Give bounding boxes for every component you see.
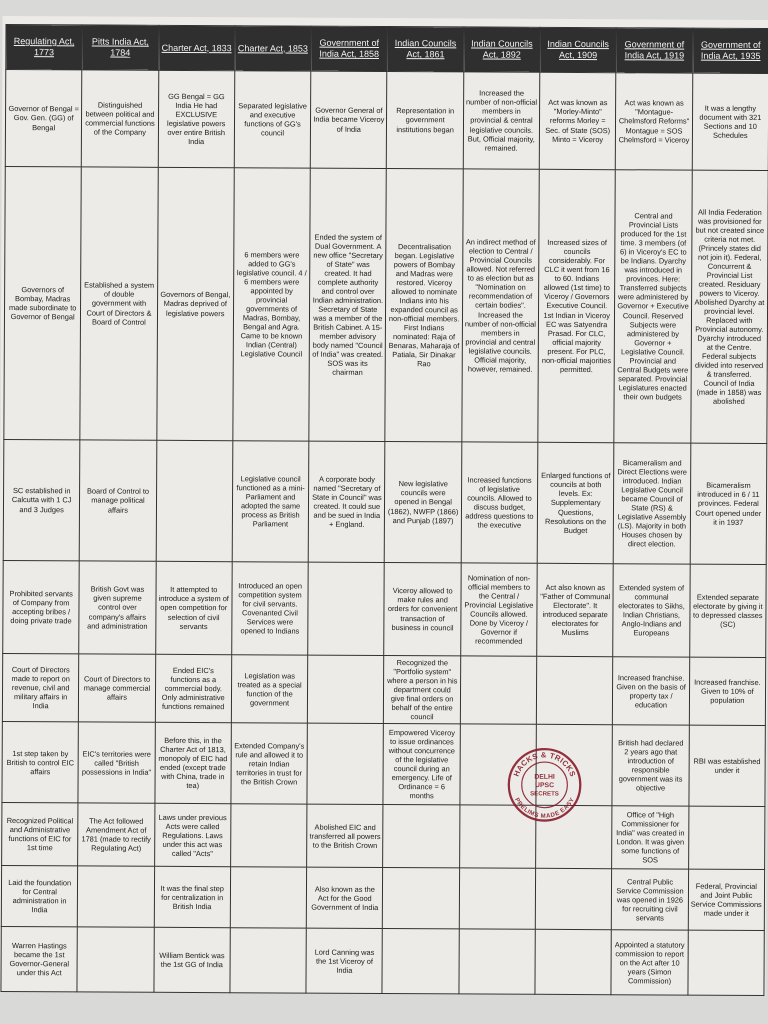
table-row xyxy=(1,927,764,996)
stamp-line-delhi: DELHI xyxy=(534,773,555,781)
table-cell: 6 members were added to GG's legislative council. 4 / 6 members were appointed by provincial governments of Madras, Bombay, Bengal and Agra. Came to be known Indian (Central) Legislative Council xyxy=(233,168,311,441)
table-cell: Extended system of communal electorates to Sikhs, Indian Christians, Anglo-Indians and Europeans xyxy=(613,564,690,657)
header-goi-act-1935: Government of India Act, 1935 xyxy=(692,28,768,73)
header-charter-act-1853: Charter Act, 1853 xyxy=(235,26,312,71)
table-cell: Established a system of double government with Court of Directors & Board of Control xyxy=(80,167,158,440)
table-cell xyxy=(156,440,233,561)
table-cell: Increased the number of non-official members in provincial & central legislative councils. But, Official majority, remained. xyxy=(463,72,540,169)
table-cell xyxy=(383,805,460,868)
table-cell: Ended the system of Dual Government. A new office "Secretary of State" was created. It had complete authority and control over Indian administration. Secretary of State was a member of the British Cabinet. A 15-member advisory body named "Council of India" was created. SOS was its chairman xyxy=(309,168,387,441)
table-cell: Court of Directors to manage commercial affairs xyxy=(79,654,156,723)
table-row xyxy=(4,167,768,444)
table-cell xyxy=(460,724,537,805)
header-goi-act-1858: Government of India Act, 1858 xyxy=(311,26,388,71)
table-cell: It was the final step for centralization in British India xyxy=(154,867,231,928)
table-cell xyxy=(459,929,536,994)
table-cell: Bicameralism introduced in 6 / 11 provinces. Federal Court opened under it in 1937 xyxy=(690,443,767,564)
table-cell: Legislation was treated as a special function of the government xyxy=(231,655,308,724)
header-goi-act-1919: Government of India Act, 1919 xyxy=(616,28,693,73)
table-cell xyxy=(77,927,154,992)
table-row xyxy=(3,440,767,565)
table-cell xyxy=(459,805,536,868)
table-row xyxy=(3,561,766,658)
table-cell: SC established in Calcutta with 1 CJ and 3 Judges xyxy=(3,440,80,561)
table-cell: Also known as the Act for the Good Government of India xyxy=(306,867,383,928)
table-cell xyxy=(535,869,612,930)
table-cell xyxy=(230,928,307,993)
table-cell: Bicameralism and Direct Elections were introduced. Indian Legislative Council became Council of State (RS) & Legislative Assembly (LS). Majority in both Houses chosen by direct election. xyxy=(614,443,691,564)
table-cell: Ended EIC's functions as a commercial body. Only administrative functions remained xyxy=(155,654,232,723)
table-row xyxy=(2,803,765,870)
table-cell: Legislative council functioned as a mini-Parliament and adopted the same process as British Parliament xyxy=(232,441,309,562)
stamp-line-upsc: UPSC xyxy=(535,782,555,790)
table-cell xyxy=(382,929,459,994)
stamp-bottom-text: PRELIMS MADE EASY xyxy=(513,796,576,820)
table-cell: Prohibited servants of Company from accepting bribes / doing private trade xyxy=(3,561,80,654)
table-cell: RBI was established under it xyxy=(689,725,766,806)
table-cell: Increased franchise. Given on the basis of property tax / education xyxy=(613,657,690,726)
table-cell xyxy=(308,562,385,655)
table-cell: Decentralisation began. Legislative powers of Bombay and Madras were restored. Viceroy allowed to nominate Indians into his expanded council as non-official members. First Indians nominated: Raja of Benaras, Maharaja of Patiala, Sir Dinakar Rao xyxy=(385,169,463,442)
table-cell: Act was known as "Montague-Chelmsford Reforms" Montague = SOS Chelmsford = Viceroy xyxy=(616,73,693,170)
table-cell: A corporate body named "Secretary of State in Council" was created. It could sue and be sued in India + England. xyxy=(308,441,385,562)
table-cell: Increased functions of legislative councils. Allowed to discuss budget, address questions to the executive xyxy=(461,442,538,563)
header-row xyxy=(6,25,768,74)
table-row xyxy=(5,70,768,171)
header-councils-act-1892: Indian Councils Act, 1892 xyxy=(464,27,541,72)
table-cell: Appointed a statutory commission to report on the Act after 10 years (Simon Commission) xyxy=(611,930,688,995)
table-cell: Abolished EIC and transferred all powers to the British Crown xyxy=(307,804,384,867)
table-cell: Lord Canning was the 1st Viceroy of India xyxy=(306,928,383,993)
table-cell: Empowered Viceroy to issue ordinances without concurrence of the legislative council during an emergency. Life of Ordinance = 6 months xyxy=(383,724,460,805)
table-row xyxy=(1,866,764,931)
table-cell xyxy=(230,804,307,867)
table-cell: All India Federation was provisioned for but not created since criteria not met. (Princely states did not join it). Federal, Concurrent & Provincial List created. Residuary powers to Viceroy. Abolished Dyarchy at provincial level. Replaced with Provincial autonomy. Dyarchy introduced at the Centre. Federal subjects divided into reserved & transferred. Council of India (made in 1858) was abolished xyxy=(691,170,768,443)
table-cell: Warren Hastings became the 1st Governor-General under this Act xyxy=(1,927,78,992)
table-cell: Before this, in the Charter Act of 1813, monopoly of EIC had ended (except trade with China, trade in tea) xyxy=(155,723,232,804)
table-cell: It was a lengthy document with 321 Sections and 10 Schedules xyxy=(692,73,768,170)
table-row xyxy=(2,722,765,807)
table-cell: The Act followed Amendment Act of 1781 (made to rectify Regulating Act) xyxy=(78,803,155,866)
table-cell: Central and Provincial Lists produced for the 1st time. 3 members (of 6) in Viceroy's EC to be Indians. Dyarchy was introduced in provinces. Here: Transferred subjects were administered by Governor + Executive Council. Reserved Subjects were administered by Governor + Legislative Council. Provincial and Central Budgets were separated. Provincial Legislatures enacted their own budgets xyxy=(614,170,692,443)
table-cell: An indirect method of election to Central / Provincial Councils allowed. Not referred to as election but as "Nomination on recommendation of certain bodies". Increased the number of non-official members in provincial and central legislative councils. Official majority, however, remained. xyxy=(462,169,540,442)
table-cell xyxy=(536,725,613,806)
table-cell: British Govt was given supreme control over company's affairs and administration xyxy=(79,561,156,654)
table-cell: Nomination of non-official members to the Central / Provincial Legislative Councils allowed. Done by Viceroy / Governor if recommended xyxy=(460,563,537,656)
table-cell: New legislative councils were opened in Bengal (1862), NWFP (1866) and Punjab (1897) xyxy=(385,442,462,563)
table-cell: Recognized the "Portfolio system" where a person in his department could give final orders on behalf of the entire council xyxy=(384,656,461,725)
acts-comparison-table xyxy=(0,24,768,996)
table-cell: Governors of Bengal, Madras deprived of legislative powers xyxy=(156,167,234,440)
table-cell xyxy=(460,656,537,725)
table-cell xyxy=(307,723,384,804)
document-sheet xyxy=(0,16,768,996)
table-cell: Act also known as "Father of Communal Electorate". It introduced separate electorates for Muslims xyxy=(537,563,614,656)
stamp-line-secrets: SECRETS xyxy=(530,790,559,798)
table-cell: Laws under previous Acts were called Regulations. Laws under this act was called "Acts" xyxy=(154,804,231,867)
table-cell: Introduced an open competition system for civil servants. Covenanted Civil Services were opened to Indians xyxy=(232,562,309,655)
table-cell xyxy=(536,656,613,725)
table-cell: Increased franchise. Given to 10% of population xyxy=(689,657,766,726)
table-cell: Distinguished between political and commercial functions of the Company xyxy=(82,70,159,167)
table-cell xyxy=(536,806,613,869)
table-cell xyxy=(383,868,460,929)
stamp-top-text: HACKS & TRICKS xyxy=(511,750,578,779)
table-cell xyxy=(78,866,155,927)
table-cell: Governor General of India became Viceroy of India xyxy=(310,71,387,168)
table-cell: British had declared 2 years ago that introduction of responsible government was its objective xyxy=(612,725,689,806)
table-cell: Laid the foundation for Central administration in India xyxy=(1,866,78,927)
table-cell: Act was known as "Morley-Minto" reforms Morley = Sec. of State (SOS) Minto = Viceroy xyxy=(539,72,616,169)
table-cell xyxy=(308,655,385,724)
table-cell: Separated legislative and executive functions of GG's council xyxy=(234,71,311,168)
header-councils-act-1909: Indian Councils Act, 1909 xyxy=(540,27,617,72)
table-row xyxy=(2,654,765,726)
table-cell: Enlarged functions of councils at both levels. Ex: Supplementary Questions, Resolutions on the Budget xyxy=(537,442,614,563)
table-cell: Governor of Bengal = Gov. Gen. (GG) of Bengal xyxy=(5,70,82,167)
table-cell: Central Public Service Commission was opened in 1926 for recruiting civil servants xyxy=(612,869,689,930)
table-cell: Increased sizes of councils considerably. For CLC it went from 16 to 60. Indians allowed (1st time) to Viceroy / Governors Executive Council. 1st Indian in Viceroy EC was Satyendra Prasad. For CLC, official majority present. For PLC, non-official majorities permitted. xyxy=(538,169,616,442)
table-cell: Governors of Bombay, Madras made subordinate to Governor of Bengal xyxy=(4,167,82,440)
table-cell: 1st step taken by British to control EIC affairs xyxy=(2,722,79,803)
table-cell: Office of "High Commissioner for India" was created in London. It was given some functions of SOS xyxy=(612,806,689,869)
table-cell: EIC's territories were called "British possessions in India" xyxy=(78,722,155,803)
table-cell xyxy=(535,930,612,995)
table-cell: Federal, Provincial and Joint Public Service Commissions made under it xyxy=(688,869,765,930)
table-cell: Viceroy allowed to make rules and orders for convenient transaction of business in council xyxy=(384,563,461,656)
table-cell: Extended separate electorate by giving it to depressed classes (SC) xyxy=(689,564,766,657)
table-cell: It attempted to introduce a system of open competition for selection of civil servants xyxy=(155,561,232,654)
header-charter-act-1833: Charter Act, 1833 xyxy=(158,25,235,70)
table-cell: Representation in government institutions began xyxy=(387,72,464,169)
header-regulating-act-1773: Regulating Act, 1773 xyxy=(6,25,83,70)
header-councils-act-1861: Indian Councils Act, 1861 xyxy=(387,27,464,72)
table-cell xyxy=(688,806,765,869)
table-cell: GG Bengal = GG India He had EXCLUSIVE legislative powers over entire British India xyxy=(158,70,235,167)
header-pitts-india-act-1784: Pitts India Act, 1784 xyxy=(82,25,159,70)
table-cell: Recognized Political and Administrative functions of EIC for 1st time xyxy=(2,803,79,866)
table-cell: Extended Company's rule and allowed it to retain Indian territories in trust for the British Crown xyxy=(231,723,308,804)
table-cell xyxy=(230,867,307,928)
table-cell: Court of Directors made to report on revenue, civil and military affairs in India xyxy=(2,654,79,723)
table-cell: William Bentick was the 1st GG of India xyxy=(154,928,231,993)
table-cell: Board of Control to manage political affairs xyxy=(80,440,157,561)
table-cell xyxy=(459,868,536,929)
table-cell xyxy=(688,930,765,995)
